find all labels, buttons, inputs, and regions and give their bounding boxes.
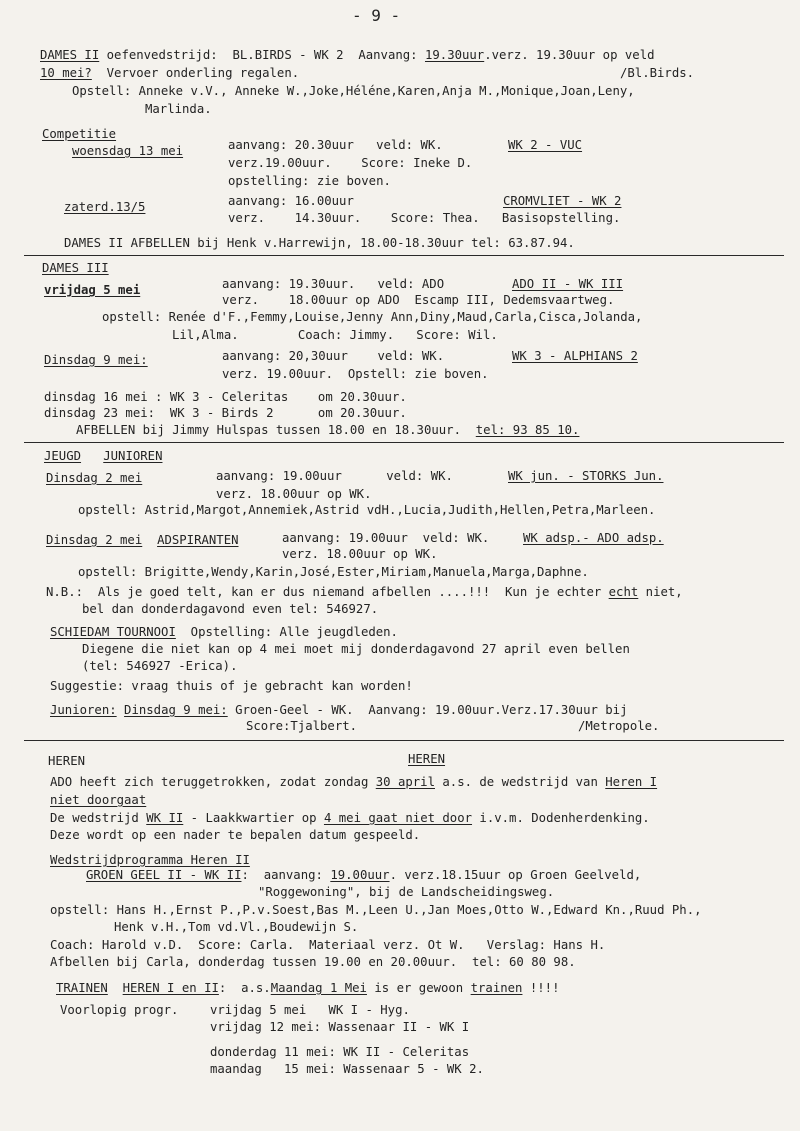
junioren-label: JUNIOREN	[103, 449, 163, 463]
woensdag-date: woensdag 13 mei	[72, 144, 184, 158]
jeugd-heading	[44, 448, 162, 464]
wk-line-2: Deze wordt op een nader te bepalen datum gespeeld.	[50, 828, 421, 842]
adsp-match: WK adsp.- ADO adsp.	[523, 531, 664, 545]
adspiranten-label: ADSPIRANTEN	[157, 533, 239, 547]
divider	[24, 442, 784, 443]
dames2-line-2	[40, 65, 299, 81]
vrijdag-match: ADO II - WK III	[512, 277, 624, 291]
groengeel-location: "Roggewoning", bij de Landscheidingsweg.	[258, 885, 555, 899]
divider	[24, 740, 784, 741]
groengeel-line	[86, 867, 641, 883]
groengeel-start-label: : aanvang:	[241, 868, 331, 882]
jeugd-label: JEUGD	[44, 449, 82, 463]
adspiranten-lineup: opstell: Brigitte,Wendy,Karin,José,Ester,Miriam,Manuela,Marga,Daphne.	[78, 565, 589, 579]
zaterdag-start: aanvang: 16.00uur	[228, 194, 354, 208]
adsp-date: Dinsdag 2 mei	[46, 533, 143, 547]
dames2-heading: DAMES II	[40, 48, 100, 62]
trainen-text: : a.s.	[218, 981, 271, 995]
zaterdag-match: CROMVLIET - WK 2	[503, 194, 622, 208]
ado-line-1	[50, 774, 657, 790]
trainen-text-2: is er gewoon	[366, 981, 471, 995]
heren-lineup-cont: Henk v.H.,Tom vd.Vl.,Boudewijn S.	[114, 920, 359, 934]
ado-text-2: a.s. de wedstrijd van	[434, 775, 606, 789]
trainen-exclaim: !!!!	[522, 981, 560, 995]
dames3-afbellen-text: AFBELLEN bij Jimmy Hulspas tussen 18.00 en 18.30uur.	[76, 423, 476, 437]
ado-text: ADO heeft zich teruggetrokken, zodat zondag	[50, 775, 376, 789]
dames2-lineup: Opstell: Anneke v.V., Anneke W.,Joke,Héléne,Karen,Anja M.,Monique,Joan,Leny,	[72, 84, 635, 98]
heren-heading: HEREN	[48, 754, 86, 768]
dames3-afbellen-tel: tel: 93 85 10.	[475, 423, 580, 437]
nb-line-2: bel dan donderdagavond even tel: 546927.	[82, 602, 379, 616]
schiedam-line	[50, 624, 398, 640]
wk-line-1	[50, 810, 650, 826]
dames2-afbellen: DAMES II AFBELLEN bij Henk v.Harrewijn, 18.00-18.30uur tel: 63.87.94.	[64, 236, 575, 250]
heren-lineup: opstell: Hans H.,Ernst P.,P.v.Soest,Bas M.,Leen U.,Jan Moes,Otto W.,Edward Kn.,Ruud Ph.,	[50, 903, 702, 917]
trainen-line	[56, 980, 559, 996]
vrijdag-date: vrijdag 5 mei	[44, 283, 141, 297]
program-item-4: maandag 15 mei: Wassenaar 5 - WK 2.	[210, 1062, 484, 1076]
jun-dinsdag2-start: aanvang: 19.00uur veld: WK.	[216, 469, 453, 483]
wk-text: De wedstrijd	[50, 811, 147, 825]
dames2-match: oefenvedstrijd: BL.BIRDS - WK 2 Aanvang:	[99, 48, 425, 62]
dinsdag9-match: WK 3 - ALPHIANS 2	[512, 349, 638, 363]
schiedam-lineup: Opstelling: Alle jeugdleden.	[175, 625, 398, 639]
woensdag-match: WK 2 - VUC	[508, 138, 583, 152]
competitie-heading: Competitie	[42, 127, 117, 141]
nb-text: N.B.: Als je goed telt, kan er dus niemand afbellen ....!!! Kun je echter	[46, 585, 609, 599]
groengeel-time: 19.00uur	[330, 868, 390, 882]
zaterdag-date: zaterd.13/5	[64, 200, 146, 214]
schiedam-note: Diegene die niet kan op 4 mei moet mij donderdagavond 27 april even bellen	[82, 642, 630, 656]
zaterdag-meet: verz. 14.30uur. Score: Thea. Basisopstelling.	[228, 211, 621, 225]
junioren-date: Dinsdag 9 mei:	[124, 703, 228, 717]
trainen-teams: HEREN I en II	[122, 981, 219, 995]
jun-dinsdag2-meet: verz. 18.00uur op WK.	[216, 487, 372, 501]
wk-reason: i.v.m. Dodenherdenking.	[472, 811, 650, 825]
dames3-afbellen	[76, 422, 579, 438]
program-item-3: donderdag 11 mei: WK II - Celeritas	[210, 1045, 470, 1059]
voorlopig-label: Voorlopig progr.	[60, 1003, 179, 1017]
trainen-date: Maandag 1 Mei	[270, 981, 367, 995]
dames2-time: 19.30uur	[424, 48, 485, 62]
wk-cancel: 4 mei gaat niet door	[323, 811, 473, 825]
ado-date: 30 april	[375, 775, 435, 789]
dames3-lineup: opstell: Renée d'F.,Femmy,Louise,Jenny Ann,Diny,Maud,Carla,Cisca,Jolanda,	[102, 310, 643, 324]
trainen-word: trainen	[470, 981, 523, 995]
dinsdag9-date: Dinsdag 9 mei:	[44, 353, 148, 367]
adspiranten-line	[46, 532, 239, 548]
schiedam-heading: SCHIEDAM TOURNOOI	[50, 625, 176, 639]
woensdag-start: aanvang: 20.30uur veld: WK.	[228, 138, 443, 152]
trainen-heading: TRAINEN	[56, 981, 108, 995]
wk-team: WK II	[146, 811, 184, 825]
jun-dinsdag2-match: WK jun. - STORKS Jun.	[508, 469, 664, 483]
nb-text-end: niet,	[638, 585, 683, 599]
heren2-program-heading: Wedstrijdprogramma Heren II	[50, 853, 250, 867]
woensdag-meet: verz.19.00uur. Score: Ineke D.	[228, 156, 473, 170]
dames3-lineup-cont: Lil,Alma. Coach: Jimmy. Score: Wil.	[172, 328, 498, 342]
vrijdag-start: aanvang: 19.30uur. veld: ADO	[222, 277, 445, 291]
vrijdag-meet: verz. 18.00uur op ADO Escamp III, Dedemsvaartweg.	[222, 293, 615, 307]
junioren-venue: /Metropole.	[578, 719, 660, 733]
dames2-date: 10 mei?	[40, 66, 92, 80]
nb-emphasis: echt	[608, 585, 639, 599]
dinsdag9-meet: verz. 19.00uur. Opstell: zie boven.	[222, 367, 489, 381]
dinsdag23: dinsdag 23 mei: WK 3 - Birds 2 om 20.30uur.	[44, 406, 407, 420]
adsp-start: aanvang: 19.00uur veld: WK.	[282, 531, 490, 545]
schiedam-tel: (tel: 546927 -Erica).	[82, 659, 238, 673]
dinsdag16: dinsdag 16 mei : WK 3 - Celeritas om 20.30uur.	[44, 390, 407, 404]
heren-afbellen: Afbellen bij Carla, donderdag tussen 19.00 en 20.00uur. tel: 60 80 98.	[50, 955, 576, 969]
groengeel-meet: . verz.18.15uur op Groen Geelveld,	[389, 868, 642, 882]
program-item-1: vrijdag 5 mei WK I - Hyg.	[210, 1003, 410, 1017]
page-number: - 9 -	[352, 6, 401, 25]
ado-line-2: niet doorgaat	[50, 793, 147, 807]
dames2-line-1	[40, 47, 655, 63]
divider	[24, 255, 784, 256]
program-item-2: vrijdag 12 mei: Wassenaar II - WK I	[210, 1020, 470, 1034]
heren-heading-center: HEREN	[408, 752, 446, 766]
junioren-match: Groen-Geel - WK. Aanvang: 19.00uur.Verz.17.30uur bij	[227, 703, 628, 717]
wk-text-2: - Laakkwartier op	[183, 811, 324, 825]
dames2-meet: .verz. 19.30uur op veld	[484, 48, 655, 62]
woensdag-lineup: opstelling: zie boven.	[228, 174, 391, 188]
junioren-line	[50, 702, 627, 718]
dames2-lineup-cont: Marlinda.	[145, 102, 212, 116]
dames3-heading: DAMES III	[42, 261, 109, 275]
ado-team: Heren I	[605, 775, 658, 789]
adsp-meet: verz. 18.00uur op WK.	[282, 547, 438, 561]
nb-line-1	[46, 584, 683, 600]
dames2-venue: /Bl.Birds.	[620, 66, 695, 80]
jun-dinsdag2-date: Dinsdag 2 mei	[46, 471, 143, 485]
suggestie: Suggestie: vraag thuis of je gebracht kan worden!	[50, 679, 413, 693]
junioren-score: Score:Tjalbert.	[246, 719, 358, 733]
dinsdag9-start: aanvang: 20,30uur veld: WK.	[222, 349, 445, 363]
junioren-lineup: opstell: Astrid,Margot,Annemiek,Astrid vdH.,Lucia,Judith,Hellen,Petra,Marleen.	[78, 503, 656, 517]
junioren-heading: Junioren:	[50, 703, 117, 717]
dames2-transport: Vervoer onderling regalen.	[91, 66, 300, 80]
groengeel-match: GROEN GEEL II - WK II	[86, 868, 242, 882]
heren-coach: Coach: Harold v.D. Score: Carla. Materiaal verz. Ot W. Verslag: Hans H.	[50, 938, 606, 952]
